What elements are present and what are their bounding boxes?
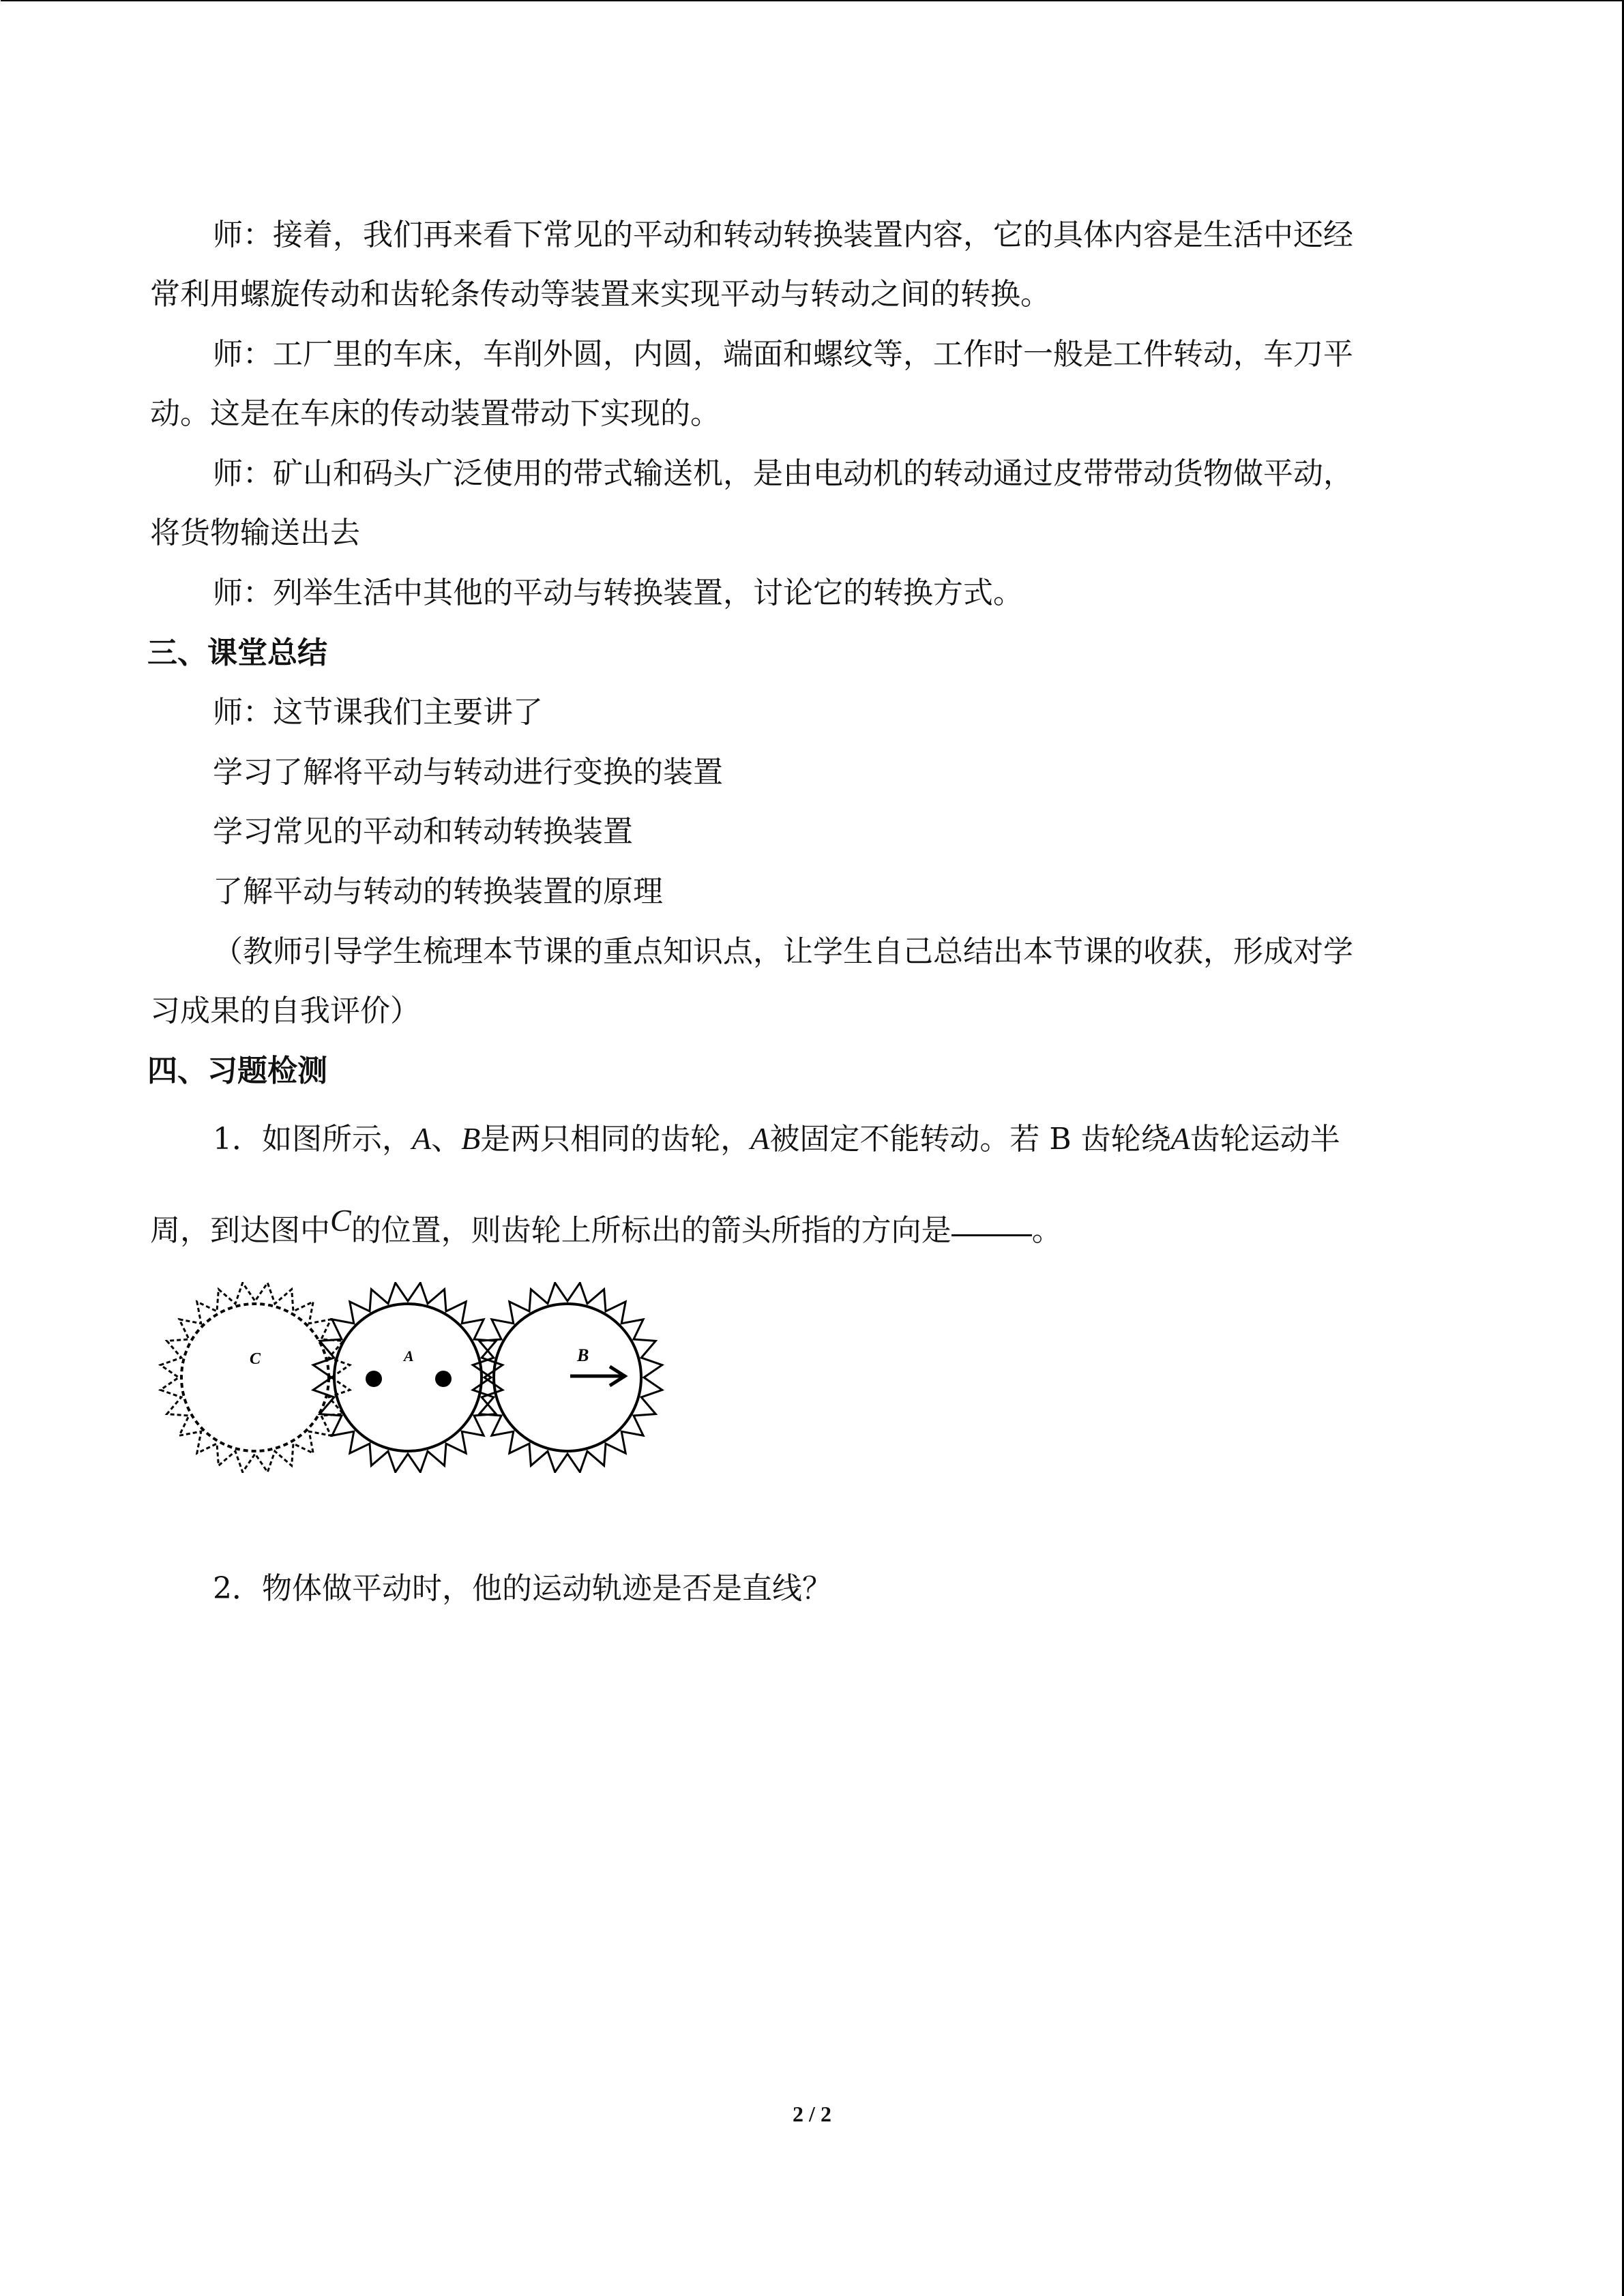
q1-var-a: A [412, 1121, 432, 1156]
section-heading-exercises: 四、习题检测 [147, 1054, 327, 1088]
paragraph-line: 常利用螺旋传动和齿轮条传动等装置来实现平动与转动之间的转换。 [150, 277, 1050, 312]
summary-line: （教师引导学生梳理本节课的重点知识点，让学生自己总结出本节课的收获，形成对学 [213, 934, 1353, 969]
q1-prefix: 1．如图所示， [213, 1122, 412, 1157]
page-number: 2 / 2 [793, 2102, 831, 2126]
q1-mid2: 被固定不能转动。若 B 齿轮绕 [769, 1122, 1171, 1157]
gear-c-label: C [250, 1350, 261, 1368]
question-1-line-1 [213, 1118, 1340, 1160]
gear-b-label: B [577, 1345, 589, 1365]
paragraph-line: 师：矿山和码头广泛使用的带式输送机，是由电动机的转动通过皮带带动货物做平动， [213, 456, 1353, 491]
section-heading-summary: 三、课堂总结 [147, 636, 327, 670]
question-2: 2．物体做平动时，他的运动轨迹是否是直线？ [213, 1571, 832, 1606]
q1-mid3: 齿轮运动半 [1190, 1122, 1340, 1157]
page-top-border [1, 0, 1624, 1]
q1-var-c: C [330, 1203, 351, 1238]
summary-line: 学习常见的平动和转动转换装置 [213, 814, 633, 849]
arrow-icon [570, 1367, 625, 1386]
q1-var-a2: A [750, 1121, 770, 1156]
summary-line: 师：这节课我们主要讲了 [213, 695, 543, 730]
paragraph-line: 动。这是在车床的传动装置带动下实现的。 [150, 396, 720, 431]
q1-var-a3: A [1170, 1121, 1190, 1156]
paragraph-line: 师：接着，我们再来看下常见的平动和转动转换装置内容，它的具体内容是生活中还经 [213, 218, 1353, 252]
q1-line2-suffix: 的位置，则齿轮上所标出的箭头所指的方向是 [351, 1213, 951, 1248]
summary-line: 了解平动与转动的转换装置的原理 [213, 874, 663, 909]
gear-a [313, 1283, 503, 1472]
paragraph-line: 师：列举生活中其他的平动与转换装置，讨论它的转换方式。 [213, 576, 1023, 610]
summary-line: 习成果的自我评价） [150, 994, 420, 1028]
q1-sep: 、 [431, 1122, 462, 1157]
answer-blank[interactable] [951, 1234, 1032, 1236]
paragraph-line: 将货物输送出去 [150, 516, 360, 550]
question-1-line-2 [150, 1203, 1062, 1251]
gear-a-label: A [404, 1347, 414, 1365]
paragraph-line: 师：工厂里的车床，车削外圆，内圆，端面和螺纹等，工作时一般是工件转动，车刀平 [213, 337, 1353, 372]
gear-a-dot-right [435, 1371, 452, 1387]
summary-line: 学习了解将平动与转动进行变换的装置 [213, 755, 723, 790]
q1-var-b: B [461, 1121, 481, 1156]
q1-mid1: 是两只相同的齿轮， [480, 1122, 751, 1157]
q1-end: 。 [1031, 1213, 1062, 1248]
gear-b [473, 1283, 662, 1472]
gear-a-dot-left [366, 1371, 382, 1387]
q1-line2-prefix: 周，到达图中 [150, 1213, 330, 1248]
gear-c-dashed [160, 1283, 350, 1472]
gear-figure [158, 1282, 677, 1473]
